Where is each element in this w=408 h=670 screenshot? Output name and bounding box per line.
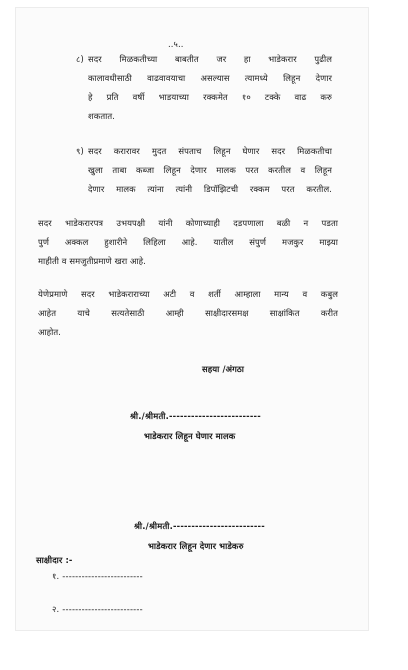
clause-8-line-1: सदर मिळकतीच्या बाबतीत जर हा भाडेकरार पुढील	[88, 54, 332, 64]
paragraph-1-line-2: पुर्ण अक्कल हुशारीने लिहिला आहे. यातील संपुर्ण मजकुर माझ्या	[38, 237, 338, 247]
clause-9-line-3: देणार मालक त्यांना त्यांनी डिपॉझिटची रक्कम परत करतील.	[88, 184, 332, 194]
document-page	[16, 8, 368, 630]
witness-line-2: २. -------------------------	[52, 604, 143, 614]
paragraph-2-line-2: आहेत याचे सत्यतेसाठी आम्ही साक्षीदारसमक्ष साक्षांकित करीत	[38, 308, 338, 318]
paragraph-2-line-3: आहोत.	[38, 327, 62, 337]
clause-8-line-3: हे प्रति वर्षी भाडयाच्या रक्कमेत १० टक्के वाढ करु	[88, 92, 332, 102]
paragraph-2-line-1: येणेप्रमाणे सदर भाडेकराराच्या अटी व शर्ती आम्हाला मान्य व कबुल	[38, 289, 338, 299]
clause-8-line-4: शकतात.	[88, 111, 116, 121]
owner-signature-role: भाडेकरार लिहून घेणार मालक	[144, 431, 236, 441]
signature-heading: सहया /अंगठा	[202, 364, 245, 374]
witnesses-heading: साक्षीदार :-	[36, 555, 73, 565]
page-number: ..५..	[168, 39, 184, 49]
clause-9-line-2: खुला ताबा कब्जा लिहून देणार मालक परत करतील व लिहून	[88, 165, 332, 175]
clause-8-number: ८)	[76, 54, 84, 64]
witness-line-1: १. -------------------------	[52, 571, 143, 581]
paragraph-1-line-3: माहीती व समजुतीप्रमाणे खरा आहे.	[38, 256, 146, 266]
tenant-signature-role: भाडेकरार लिहून देणार भाडेकरु	[148, 541, 244, 551]
clause-9-number: ९)	[76, 146, 84, 156]
clause-9-line-1: सदर करारावर मुदत संपताच लिहून घेणार सदर मिळकतीचा	[88, 146, 332, 156]
tenant-signature-line: श्री./श्रीमती.-------------------------	[134, 521, 265, 531]
paragraph-1-line-1: सदर भाडेकरारपत्र उभयपक्षी यांनी कोणाच्याही दडपणाला बळी न पडता	[38, 218, 338, 228]
clause-8-line-2: कालावधीसाठी वाढवावयाचा असल्यास त्यामध्ये लिहून देणार	[88, 73, 332, 83]
owner-signature-line: श्री./श्रीमती.-------------------------	[130, 411, 261, 421]
